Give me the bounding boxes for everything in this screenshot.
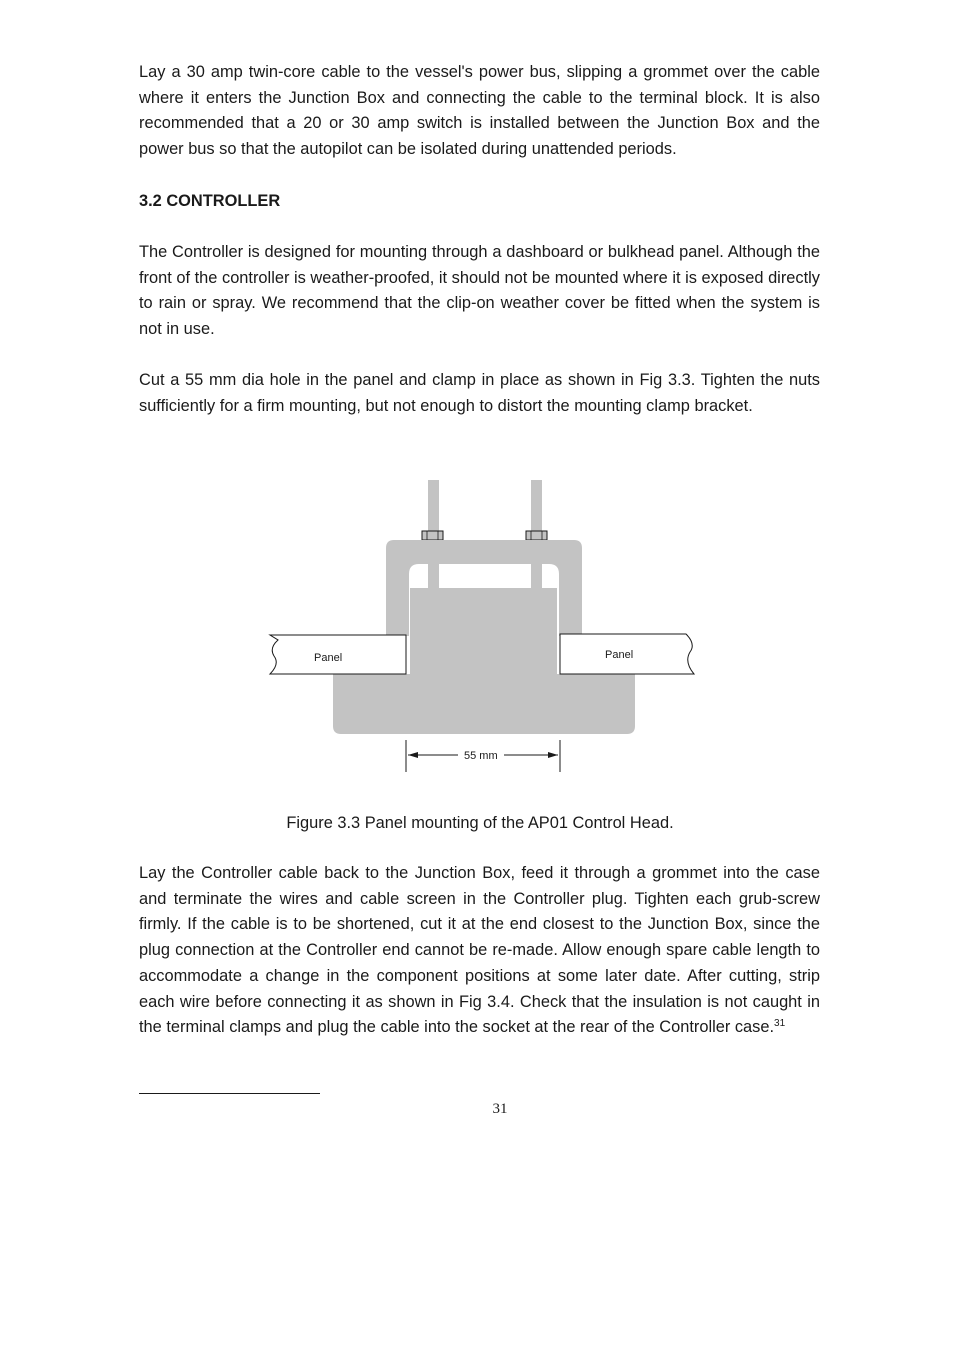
dimension-label: 55 mm xyxy=(464,750,498,762)
section-heading: 3.2 CONTROLLER xyxy=(139,192,281,210)
paragraph-controller-cable xyxy=(139,861,820,1041)
panel-mounting-diagram xyxy=(268,478,698,776)
panel-mounting-figure xyxy=(268,478,698,776)
left-panel-label: Panel xyxy=(314,652,343,664)
figure-caption: Figure 3.3 Panel mounting of the AP01 Control Head. xyxy=(286,814,674,832)
paragraph-controller-mounting: The Controller is designed for mounting through a dashboard or bulkhead panel. Although the front of the controller is weather-proofed, it should not be mounted where it is exposed directly to rain or spray. We recommend that the clip-on weather cover be fitted when the system is not in use. xyxy=(139,243,820,339)
footnote-separator xyxy=(139,1093,320,1094)
paragraph-cut-hole: Cut a 55 mm dia hole in the panel and clamp in place as shown in Fig 3.3. Tighten the nuts sufficiently for a firm mounting, but not enough to distort the mounting clamp bracket. xyxy=(139,371,820,415)
dimension-right-arrow xyxy=(548,752,558,758)
paragraph-power-cable: Lay a 30 amp twin-core cable to the vessel's power bus, slipping a grommet over the cable where it enters the Junction Box and connecting the cable to the terminal block. It is also recommended that a 20 or 30 amp switch is installed between the Junction Box and the power bus so that the autopilot can be isolated during unattended periods. xyxy=(139,63,820,159)
paragraph-controller-cable-text: Lay the Controller cable back to the Junction Box, feed it through a grommet into the case and terminate the wires and cable screen in the Controller plug. Tighten each grub-screw firmly. If the cable is to be shortened, cut it at the end closest to the Junction Box, since the plug connection at the Controller end cannot be re-made. Allow enough spare cable length to accommodate a change in the component positions at some later date. After cutting, strip each wire before connecting it as shown in Fig 3.4. Check that the insulation is not caught in the terminal clamps and plug the cable into the socket at the rear of the Controller case. xyxy=(139,864,820,1037)
right-panel-label: Panel xyxy=(605,649,634,661)
dimension-left-arrow xyxy=(408,752,418,758)
left-nut xyxy=(422,531,443,540)
footnote-reference[interactable]: 31 xyxy=(774,1018,786,1030)
right-nut xyxy=(526,531,547,540)
page-number: 31 xyxy=(492,1101,508,1117)
